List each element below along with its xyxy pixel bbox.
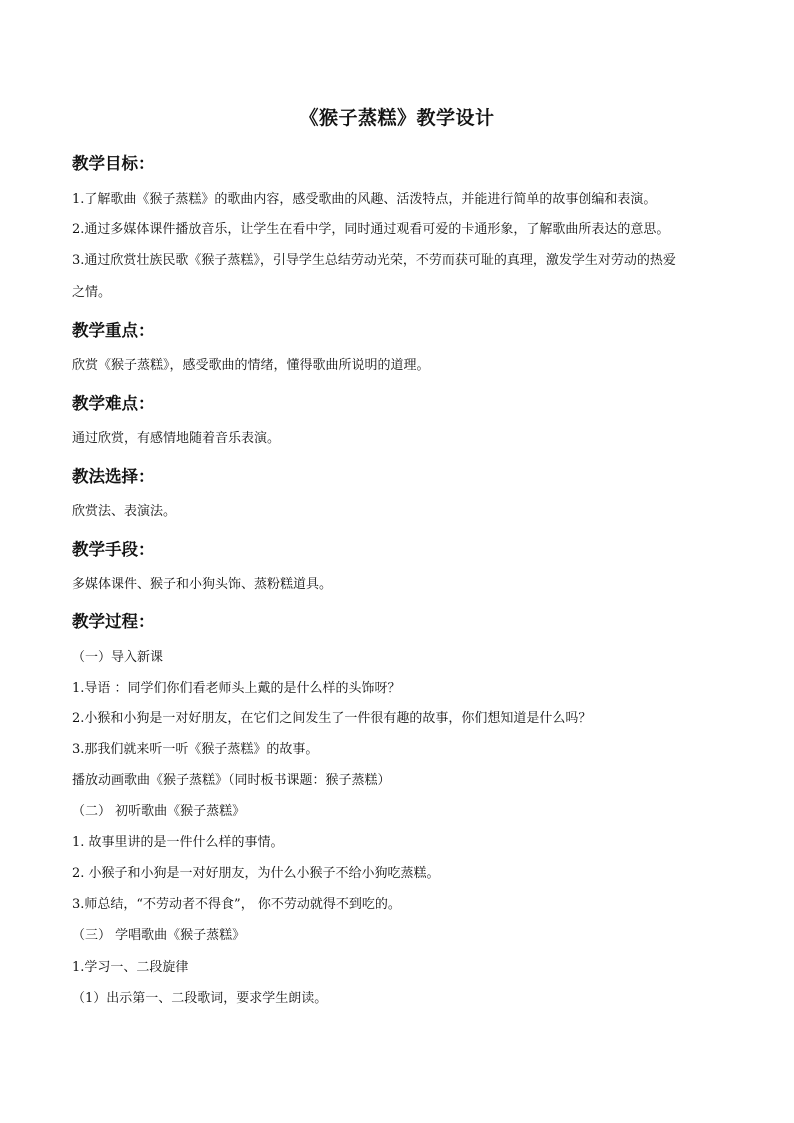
means-text: 多媒体课件、猴子和小狗头饰、蒸粉糕道具。 [72,577,333,592]
process-item: 1. 故事里讲的是一件什么样的事情。 [72,835,284,850]
process-item: 播放动画歌曲《猴子蒸糕》（同时板书课题：猴子蒸糕） [72,773,391,788]
means-heading: 教学手段： [72,540,155,559]
process-section-1: （一）导入新课 [72,650,164,665]
process-item: 1.导语 ：同学们你们看老师头上戴的是什么样的头饰呀？ [72,681,401,696]
goals-heading: 教学目标： [72,154,155,173]
focus-heading: 教学重点： [72,321,155,340]
document-title: 《猴子蒸糕》教学设计 [299,107,495,129]
process-heading: 教学过程： [72,612,155,631]
process-item: 1.学习一、二段旋律 [72,960,189,975]
difficulty-heading: 教学难点： [72,394,155,413]
method-heading: 教法选择： [72,467,155,486]
process-item: 3.那我们就来听一听《猴子蒸糕》的故事。 [72,742,319,757]
process-section-3: （三） 学唱歌曲《猴子蒸糕》 [72,928,246,943]
difficulty-text: 通过欣赏，有感情地随着音乐表演。 [72,431,281,446]
goal-item-2: 2.通过多媒体课件播放音乐，让学生在看中学，同时通过观看可爱的卡通形象，了解歌曲所表达的意思。 [72,222,670,237]
process-item: 2.小猴和小狗是一对好朋友，在它们之间发生了一件很有趣的故事，你们想知道是什么吗？ [72,711,592,726]
method-text: 欣赏法、表演法。 [72,504,177,519]
process-section-2: （二） 初听歌曲《猴子蒸糕》 [72,804,246,819]
goal-item-1: 1.了解歌曲《猴子蒸糕》的歌曲内容，感受歌曲的风趣、活泼特点，并能进行简单的故事创编和表演。 [72,192,657,207]
goal-item-3: 3.通过欣赏壮族民歌《猴子蒸糕》，引导学生总结劳动光荣，不劳而获可耻的真理，激发学生对劳动的热爱 [72,253,676,268]
process-item: 2. 小猴子和小狗是一对好朋友，为什么小猴子不给小狗吃蒸糕。 [72,866,440,881]
focus-text: 欣赏《猴子蒸糕》，感受歌曲的情绪，懂得歌曲所说明的道理。 [72,358,430,373]
process-item: 3.师总结，“不劳动者不得食”， 你不劳动就得不到吃的。 [72,897,401,912]
process-item: （1）出示第一、二段歌词，要求学生朗读。 [72,991,328,1006]
goal-item-3-continued: 之情。 [72,285,112,300]
